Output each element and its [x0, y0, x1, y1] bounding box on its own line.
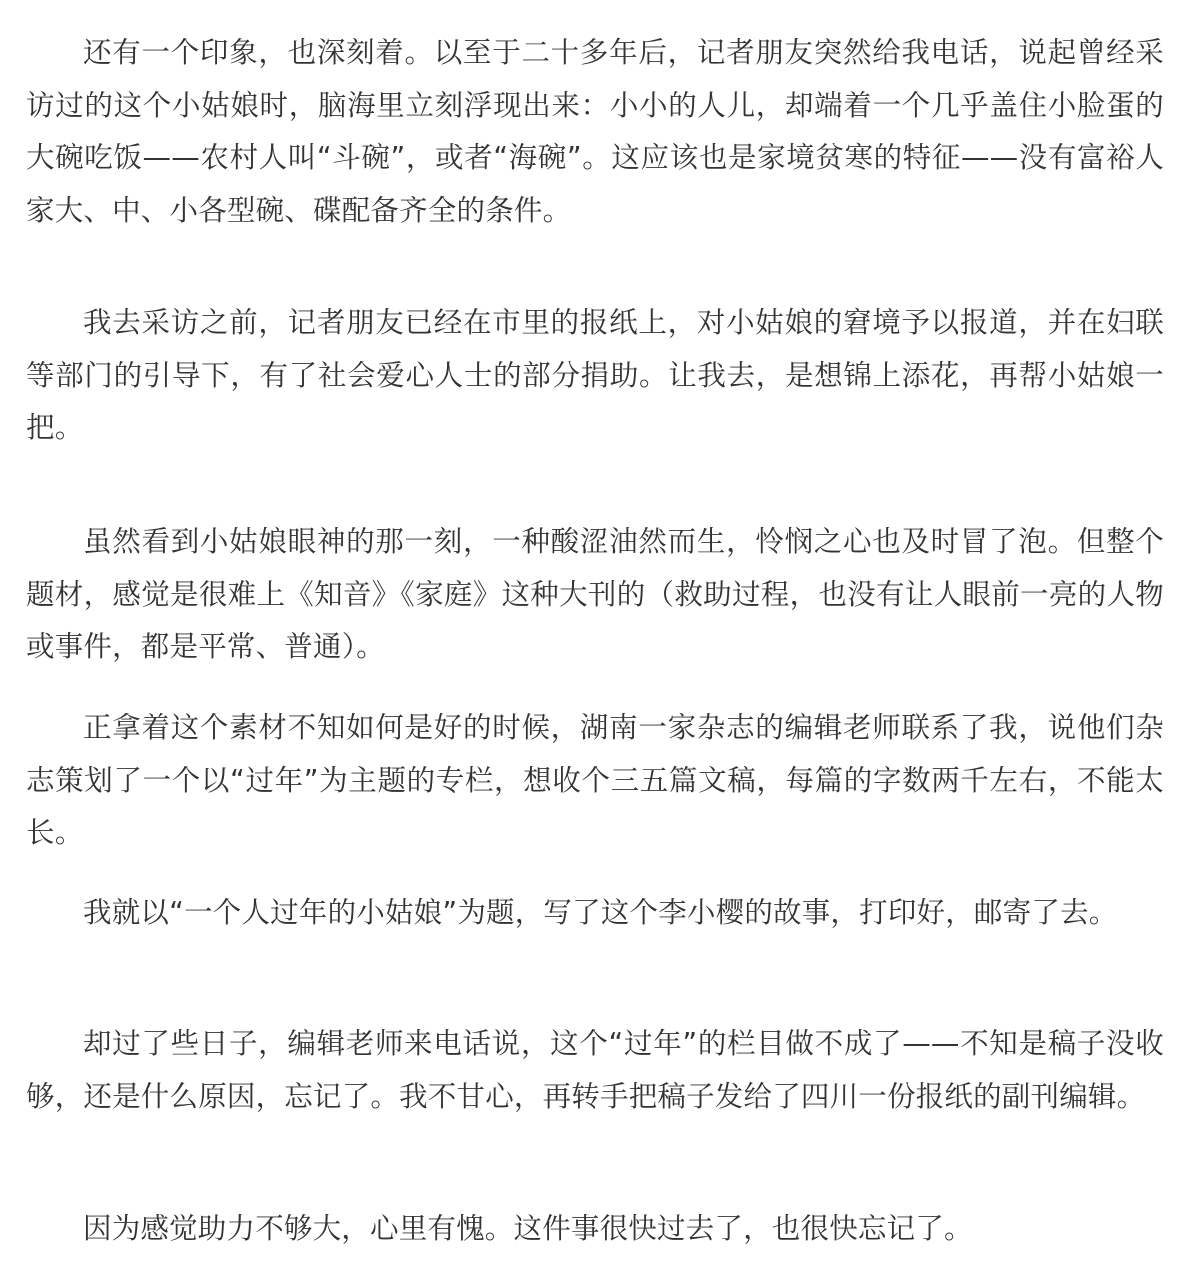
paragraph-7: 因为感觉助力不够大，心里有愧。这件事很快过去了，也很快忘记了。 — [83, 1212, 973, 1245]
paragraph-3: 虽然看到小姑娘眼神的那一刻，一种酸涩油然而生，怜悯之心也及时冒了泡。但整个题材，感觉是很难上《知音》《家庭》这种大刊的（救助过程，也没有让人眼前一亮的人物或事件，都是平常、普通）。 — [26, 525, 1164, 664]
paragraph-5: 我就以“一个人过年的小姑娘”为题，写了这个李小樱的故事，打印好，邮寄了去。 — [83, 896, 1118, 929]
paragraph-4: 正拿着这个素材不知如何是好的时候，湖南一家杂志的编辑老师联系了我，说他们杂志策划了一个以“过年”为主题的专栏，想收个三五篇文稿，每篇的字数两千左右，不能太长。 — [26, 711, 1164, 850]
paragraph-2: 我去采访之前，记者朋友已经在市里的报纸上，对小姑娘的窘境予以报道，并在妇联等部门的引导下，有了社会爱心人士的部分捐助。让我去，是想锦上添花，再帮小姑娘一把。 — [26, 306, 1164, 445]
paragraph-6: 却过了些日子，编辑老师来电话说，这个“过年”的栏目做不成了——不知是稿子没收够，还是什么原因，忘记了。我不甘心，再转手把稿子发给了四川一份报纸的副刊编辑。 — [26, 1027, 1164, 1113]
paragraph-1: 还有一个印象，也深刻着。以至于二十多年后，记者朋友突然给我电话，说起曾经采访过的这个小姑娘时，脑海里立刻浮现出来：小小的人儿，却端着一个几乎盖住小脸蛋的大碗吃饭——农村人叫“斗碗”，或者“海碗”。这应该也是家境贫寒的特征——没有富裕人家大、中、小各型碗、碟配备齐全的条件。 — [26, 36, 1164, 228]
